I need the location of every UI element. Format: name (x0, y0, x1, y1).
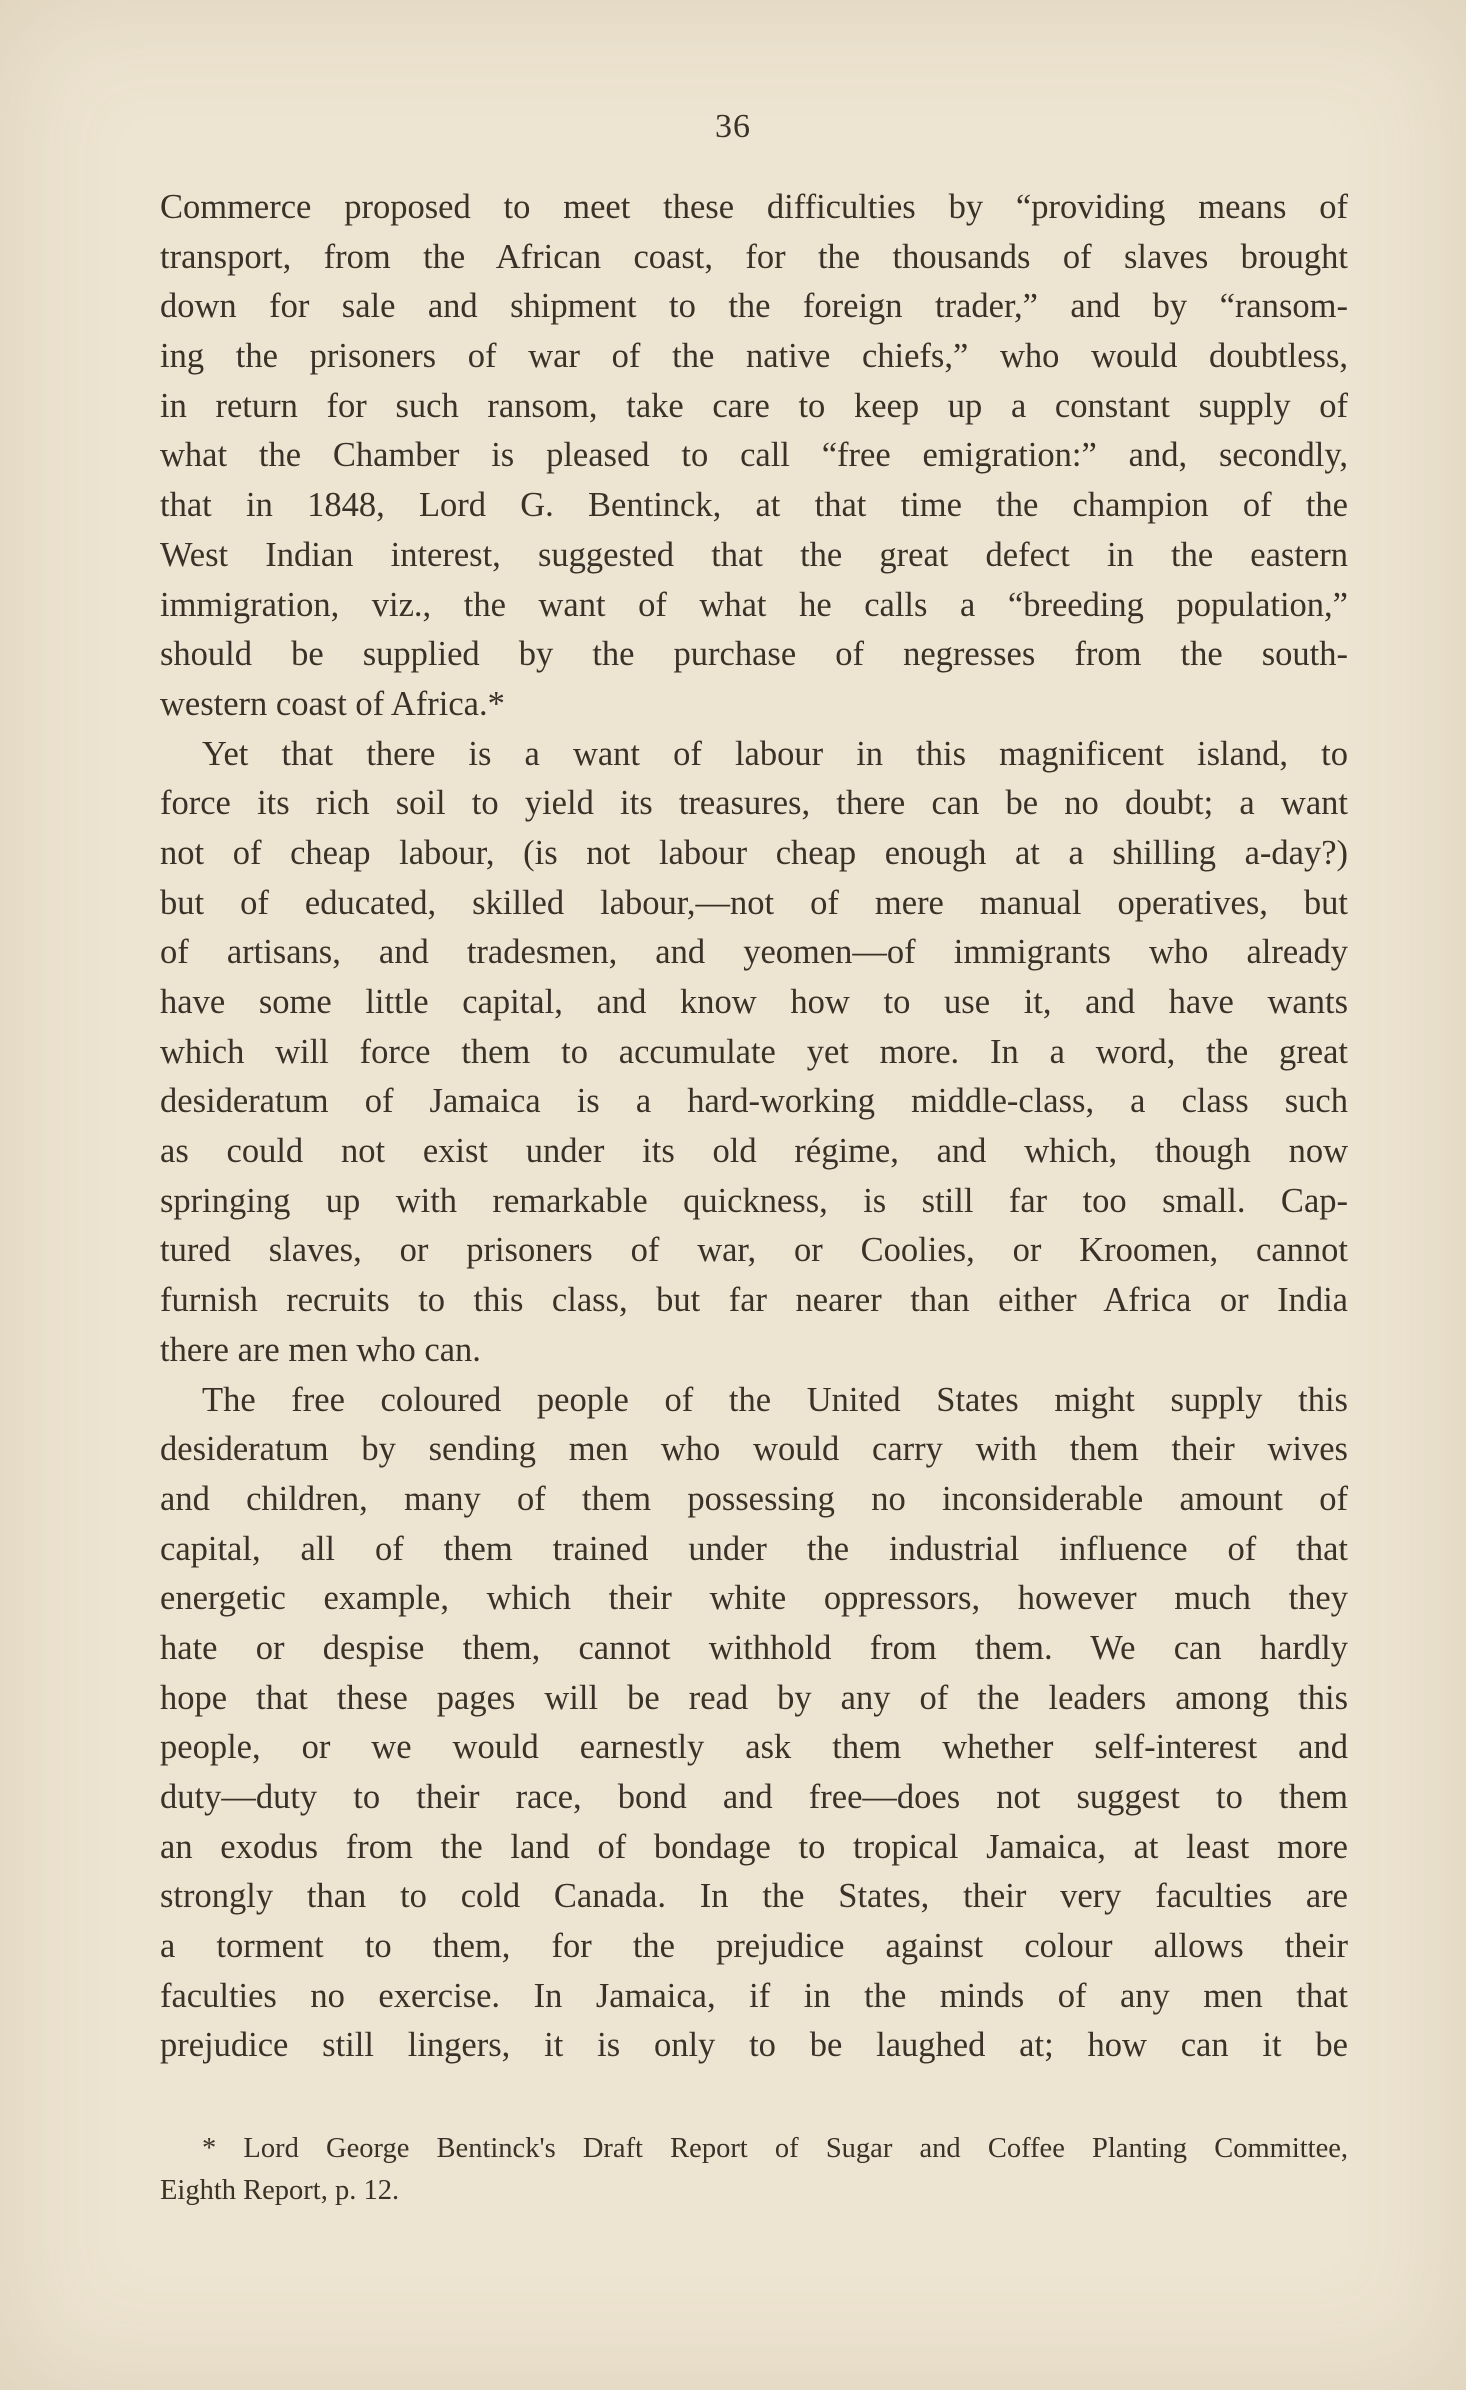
text-line: transport, from the African coast, for the thousands of slaves brought (160, 237, 1348, 276)
text-line: down for sale and shipment to the foreign trader,” and by “ransom- (160, 287, 1348, 326)
text-line: faculties no exercise. In Jamaica, if in the minds of any men that (160, 1976, 1348, 2015)
text-line: hate or despise them, cannot withhold from them. We can hardly (160, 1628, 1348, 1667)
body-text (160, 183, 1348, 2071)
text-line: duty—duty to their race, bond and free—does not suggest to them (160, 1778, 1348, 1816)
text-line: what the Chamber is pleased to call “free emigration:” and, secondly, (160, 436, 1348, 475)
paragraph-2 (160, 730, 1348, 1376)
text-line: Yet that there is a want of labour in this magnificent island, to (202, 734, 1348, 773)
text-line: there are men who can. (160, 1330, 481, 1369)
footnote (160, 2128, 1348, 2212)
text-line: that in 1848, Lord G. Bentinck, at that time the champion of the (160, 486, 1348, 525)
text-line: and children, many of them possessing no inconsiderable amount of (160, 1479, 1348, 1518)
text-line: ing the prisoners of war of the native chiefs,” who would doubtless, (160, 337, 1348, 376)
footnote-line: * Lord George Bentinck's Draft Report of Sugar and Coffee Planting Committee, (202, 2133, 1348, 2164)
text-line: western coast of Africa.* (160, 684, 505, 723)
text-line: furnish recruits to this class, but far nearer than either Africa or India (160, 1281, 1348, 1320)
text-line: not of cheap labour, (is not labour cheap enough at a shilling a-day?) (160, 833, 1348, 872)
text-line: tured slaves, or prisoners of war, or Coolies, or Kroomen, cannot (160, 1231, 1348, 1270)
text-line: West Indian interest, suggested that the great defect in the eastern (160, 535, 1348, 574)
text-line: a torment to them, for the prejudice against colour allows their (160, 1927, 1348, 1966)
paragraph-3 (160, 1376, 1348, 2072)
text-line: desideratum of Jamaica is a hard-working middle-class, a class such (160, 1082, 1348, 1121)
text-line: energetic example, which their white oppressors, however much they (160, 1579, 1348, 1618)
text-line: prejudice still lingers, it is only to be laughed at; how can it be (160, 2026, 1348, 2065)
paragraph-1 (160, 183, 1348, 730)
page-number: 36 (715, 108, 751, 145)
text-line: strongly than to cold Canada. In the States, their very faculties are (160, 1877, 1348, 1916)
text-line: but of educated, skilled labour,—not of mere manual operatives, but (160, 883, 1348, 922)
text-line: of artisans, and tradesmen, and yeomen—of immigrants who already (160, 933, 1348, 972)
footnote-line: Eighth Report, p. 12. (160, 2175, 400, 2206)
text-line: which will force them to accumulate yet more. In a word, the great (160, 1032, 1348, 1071)
text-line: The free coloured people of the United States might supply this (202, 1380, 1348, 1419)
text-line: capital, all of them trained under the industrial influence of that (160, 1529, 1348, 1568)
text-line: desideratum by sending men who would carry with them their wives (160, 1430, 1348, 1469)
text-line: springing up with remarkable quickness, is still far too small. Cap- (160, 1181, 1348, 1220)
text-line: should be supplied by the purchase of negresses from the south- (160, 635, 1348, 674)
text-line: hope that these pages will be read by any of the leaders among this (160, 1678, 1348, 1717)
text-line: as could not exist under its old régime, and which, though now (160, 1132, 1348, 1171)
text-line: an exodus from the land of bondage to tropical Jamaica, at least more (160, 1827, 1348, 1866)
text-line: immigration, viz., the want of what he calls a “breeding population,” (160, 585, 1348, 624)
text-line: have some little capital, and know how to use it, and have wants (160, 983, 1348, 1021)
text-line: in return for such ransom, take care to keep up a constant supply of (160, 386, 1348, 425)
text-line: Commerce proposed to meet these difficulties by “providing means of (160, 188, 1348, 226)
text-line: force its rich soil to yield its treasures, there can be no doubt; a want (160, 784, 1348, 823)
text-line: people, or we would earnestly ask them whether self-interest and (160, 1728, 1348, 1767)
